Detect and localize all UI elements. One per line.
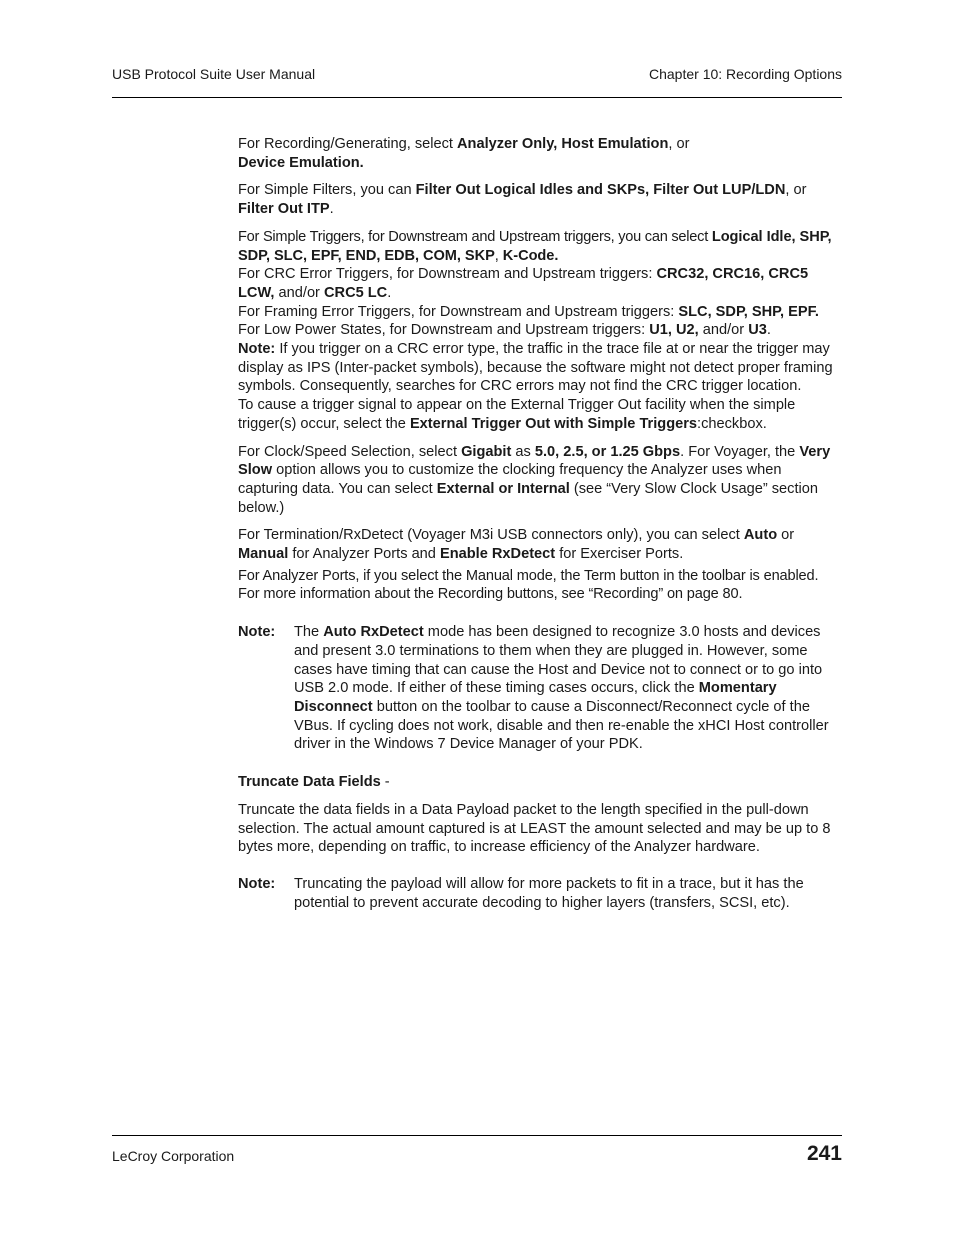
bold-text: Momentary Disconnect xyxy=(294,680,777,715)
text: . For Voyager, the xyxy=(680,443,800,460)
text: :checkbox. xyxy=(697,415,767,432)
rxdetect-note xyxy=(238,623,842,754)
text: . xyxy=(766,322,771,339)
text: . xyxy=(387,284,392,301)
recording-paragraph xyxy=(238,135,842,172)
bold-text: Auto xyxy=(743,527,778,544)
text: If you trigger on a CRC error type, the traffic in the trace file at or near the trigger may display as IPS (Inter-packet symbols), because the software might not detect proper framing symbols. Consequently, searches for CRC errors may not find the CRC trigger location. xyxy=(238,341,833,395)
bold-text: CRC32, CRC16, CRC5 LCW, xyxy=(238,266,809,301)
analyzer-ports-paragraph: For Analyzer Ports, if you select the Manual mode, the Term button in the toolbar is enabled. For more information about the Recording buttons, see “Recording” on page 80. xyxy=(238,567,819,603)
section-heading: Truncate Data Fields xyxy=(238,774,381,791)
crc-triggers-paragraph xyxy=(238,265,842,302)
text: and/or xyxy=(274,284,324,301)
page-body xyxy=(238,135,842,912)
text: To cause a trigger signal to appear on the External Trigger Out facility when the simple trigger(s) occur, select the xyxy=(238,397,796,432)
text: For Framing Error Triggers, for Downstream and Upstream triggers: xyxy=(238,303,679,320)
text: or xyxy=(777,527,795,544)
note-label: Note: xyxy=(238,341,276,358)
text: mode has been designed to recognize 3.0 hosts and devices and present 3.0 terminations to them when they are plugged in. However, some cases have timing that can cause the Host and Device not to connect or to go into USB 2.0 mode. If either of these timing cases occurs, click the xyxy=(294,624,823,697)
text: For Simple Triggers, for Downstream and Upstream triggers, you can select xyxy=(238,228,712,245)
bold-text: Manual xyxy=(238,546,289,563)
note-label: Note: xyxy=(238,624,276,641)
footer-company: LeCroy Corporation xyxy=(112,1148,235,1164)
bold-text: Filter Out Logical Idles and SKPs, Filter Out LUP/LDN xyxy=(415,182,786,199)
text: , or xyxy=(668,136,690,152)
truncate-paragraph: Truncate the data fields in a Data Payload packet to the length specified in the pull-down selection. The actual amount captured is at LEAST the amount selected and may be up to 8 bytes more, depending on traffic, to increase efficiency of the Analyzer hardware. xyxy=(238,801,831,856)
bold-text: 5.0, 2.5, or 1.25 Gbps xyxy=(534,443,681,460)
bold-text: CRC5 LC xyxy=(323,284,388,301)
termination-paragraph xyxy=(238,526,842,563)
bold-text: U3 xyxy=(748,322,767,339)
truncate-note xyxy=(238,875,842,912)
truncate-heading xyxy=(238,773,842,792)
text: The xyxy=(294,624,324,641)
bold-text: Filter Out ITP xyxy=(238,201,330,218)
simple-triggers-paragraph xyxy=(238,228,842,265)
text: , xyxy=(494,247,503,264)
bold-text: Device Emulation. xyxy=(238,154,364,171)
external-trigger-paragraph xyxy=(238,396,842,433)
note-body: Truncating the payload will allow for more packets to fit in a trace, but it has the potential to prevent accurate decoding to higher layers (transfers, SCSI, etc). xyxy=(294,875,804,911)
crc-note-paragraph xyxy=(238,340,842,396)
text: For Simple Filters, you can xyxy=(238,182,416,199)
running-header-chapter: Chapter 10: Recording Options xyxy=(649,66,842,82)
bold-text: Gigabit xyxy=(461,443,512,460)
header-rule xyxy=(112,97,842,98)
bold-text: Auto RxDetect xyxy=(323,624,424,641)
text: and/or xyxy=(698,322,749,339)
text: (see “Very Slow Clock Usage” section below.) xyxy=(238,480,818,516)
bold-text: K-Code. xyxy=(502,247,559,264)
clock-speed-paragraph xyxy=(238,443,842,518)
text: - xyxy=(380,774,390,791)
bold-text: Analyzer Only, Host Emulation xyxy=(457,136,669,152)
text: For CRC Error Triggers, for Downstream and Upstream triggers: xyxy=(238,266,657,283)
framing-triggers-paragraph xyxy=(238,303,842,322)
text: . xyxy=(329,201,334,218)
bold-text: External or Internal xyxy=(436,480,570,497)
bold-text: SLC, SDP, SHP, EPF. xyxy=(678,303,819,320)
bold-text: External Trigger Out with Simple Triggers xyxy=(409,415,698,432)
bold-text: U1, U2, xyxy=(649,322,699,339)
text: For Clock/Speed Selection, select xyxy=(238,443,462,460)
text: , or xyxy=(785,182,807,199)
simple-filters-paragraph xyxy=(238,181,842,218)
low-power-paragraph xyxy=(238,321,842,340)
page-number: 241 xyxy=(806,1142,842,1165)
text: as xyxy=(511,443,535,460)
footer-rule xyxy=(112,1135,842,1136)
text: for Exerciser Ports. xyxy=(555,546,684,563)
bold-text: Very Slow xyxy=(238,443,831,479)
note-label: Note: xyxy=(238,875,276,892)
running-header-title: USB Protocol Suite User Manual xyxy=(112,66,316,82)
text: for Analyzer Ports and xyxy=(288,546,440,563)
text: For Termination/RxDetect (Voyager M3i USB connectors only), you can select xyxy=(238,527,744,544)
bold-text: Enable RxDetect xyxy=(439,546,556,563)
note-body xyxy=(294,623,842,754)
bold-text: Logical Idle, SHP, SDP, SLC, EPF, END, EDB, COM, SKP xyxy=(238,228,832,264)
text: For Low Power States, for Downstream and Upstream triggers: xyxy=(238,322,650,339)
text: option allows you to customize the clocking frequency the Analyzer uses when capturing data. You can select xyxy=(238,462,782,497)
text: For Recording/Generating, select xyxy=(238,136,458,152)
text: button on the toolbar to cause a Disconnect/Reconnect cycle of the VBus. If cycling does not work, disable and then re-enable the xHCI Host controller driver in the Windows 7 Device Manager of your PDK. xyxy=(294,698,829,753)
